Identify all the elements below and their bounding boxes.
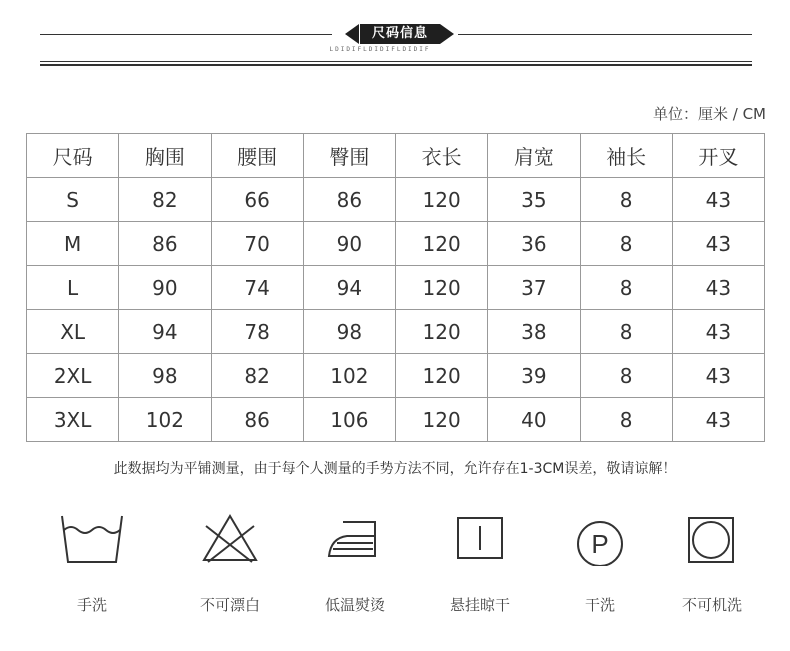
table-cell: 86 — [119, 222, 211, 266]
page-title: 尺码信息 — [360, 24, 440, 44]
badge-left-arrow — [345, 24, 359, 44]
table-cell: 94 — [303, 266, 395, 310]
col-header: 开叉 — [672, 134, 764, 178]
table-cell: 37 — [488, 266, 580, 310]
care-label: 不可漂白 — [199, 596, 260, 614]
table-cell: 43 — [672, 310, 764, 354]
table-cell: 74 — [211, 266, 303, 310]
table-row — [27, 310, 765, 354]
table-cell: 38 — [488, 310, 580, 354]
col-header: 肩宽 — [488, 134, 580, 178]
measurement-note: 此数据均为平铺测量，由于每个人测量的手势方法不同，允许存在1-3CM误差，敬请谅解！ — [113, 461, 677, 477]
col-header: 胸围 — [119, 134, 211, 178]
care-item-dry-clean — [550, 512, 650, 614]
care-item-low-iron — [305, 512, 405, 614]
table-cell: 120 — [396, 398, 488, 442]
care-label: 干洗 — [584, 596, 615, 614]
no-bleach-icon — [200, 512, 260, 564]
unit-label: 单位：厘米 / CM — [652, 105, 766, 123]
table-cell: 94 — [119, 310, 211, 354]
table-cell: 8 — [580, 310, 672, 354]
table-row — [27, 266, 765, 310]
table-cell: 120 — [396, 178, 488, 222]
table-cell: 35 — [488, 178, 580, 222]
header — [0, 0, 790, 70]
table-cell: 8 — [580, 398, 672, 442]
table-row — [27, 222, 765, 266]
header-rule-bottom-thin — [40, 61, 752, 62]
hand-wash-icon — [59, 512, 125, 568]
table-row — [27, 398, 765, 442]
header-rule-bottom-thick — [40, 64, 752, 66]
table-cell: 82 — [211, 354, 303, 398]
table-cell: 43 — [672, 222, 764, 266]
care-label: 手洗 — [76, 596, 107, 614]
table-cell: 43 — [672, 178, 764, 222]
table-cell: XL — [27, 310, 119, 354]
table-cell: 40 — [488, 398, 580, 442]
care-item-no-tumble-dry — [662, 512, 762, 614]
table-cell: 39 — [488, 354, 580, 398]
table-cell: 82 — [119, 178, 211, 222]
low-iron-icon — [325, 512, 385, 564]
table-cell: 90 — [119, 266, 211, 310]
badge-right-arrow — [440, 24, 454, 44]
table-cell: 86 — [303, 178, 395, 222]
table-cell: 2XL — [27, 354, 119, 398]
care-item-hand-wash — [42, 512, 142, 614]
table-cell: 8 — [580, 222, 672, 266]
table-cell: 120 — [396, 354, 488, 398]
table-cell: 70 — [211, 222, 303, 266]
care-label: 悬挂晾干 — [449, 596, 510, 614]
table-cell: 98 — [119, 354, 211, 398]
table-cell: 90 — [303, 222, 395, 266]
table-cell: 8 — [580, 178, 672, 222]
table-cell: 3XL — [27, 398, 119, 442]
table-header-row — [27, 134, 765, 178]
table-cell: S — [27, 178, 119, 222]
table-cell: 43 — [672, 398, 764, 442]
table-row — [27, 178, 765, 222]
table-cell: 8 — [580, 354, 672, 398]
table-cell: 43 — [672, 354, 764, 398]
table-cell: 102 — [119, 398, 211, 442]
col-header: 臀围 — [303, 134, 395, 178]
table-cell: 36 — [488, 222, 580, 266]
col-header: 腰围 — [211, 134, 303, 178]
table-cell: 86 — [211, 398, 303, 442]
dry-clean-icon — [573, 512, 627, 566]
no-tumble-dry-icon — [686, 512, 738, 564]
col-header: 尺码 — [27, 134, 119, 178]
care-label: 不可机洗 — [681, 596, 742, 614]
table-cell: 102 — [303, 354, 395, 398]
table-cell: 120 — [396, 310, 488, 354]
table-cell: 106 — [303, 398, 395, 442]
size-table — [26, 133, 765, 442]
care-item-hang-dry — [430, 512, 530, 614]
header-rule-left — [40, 34, 332, 35]
dry-clean-glyph: P — [591, 529, 609, 559]
hang-dry-icon — [455, 512, 505, 562]
table-cell: M — [27, 222, 119, 266]
table-cell: 8 — [580, 266, 672, 310]
table-cell: 120 — [396, 266, 488, 310]
table-cell: 78 — [211, 310, 303, 354]
col-header: 衣长 — [396, 134, 488, 178]
col-header: 袖长 — [580, 134, 672, 178]
page-subtitle: LDIDIFLDIDIFLDIDIF — [329, 46, 431, 53]
table-cell: 43 — [672, 266, 764, 310]
table-cell: 120 — [396, 222, 488, 266]
care-item-no-bleach — [180, 512, 280, 614]
care-label: 低温熨烫 — [324, 596, 385, 614]
table-cell: 98 — [303, 310, 395, 354]
table-cell: L — [27, 266, 119, 310]
table-cell: 66 — [211, 178, 303, 222]
table-row — [27, 354, 765, 398]
header-rule-right — [458, 34, 752, 35]
